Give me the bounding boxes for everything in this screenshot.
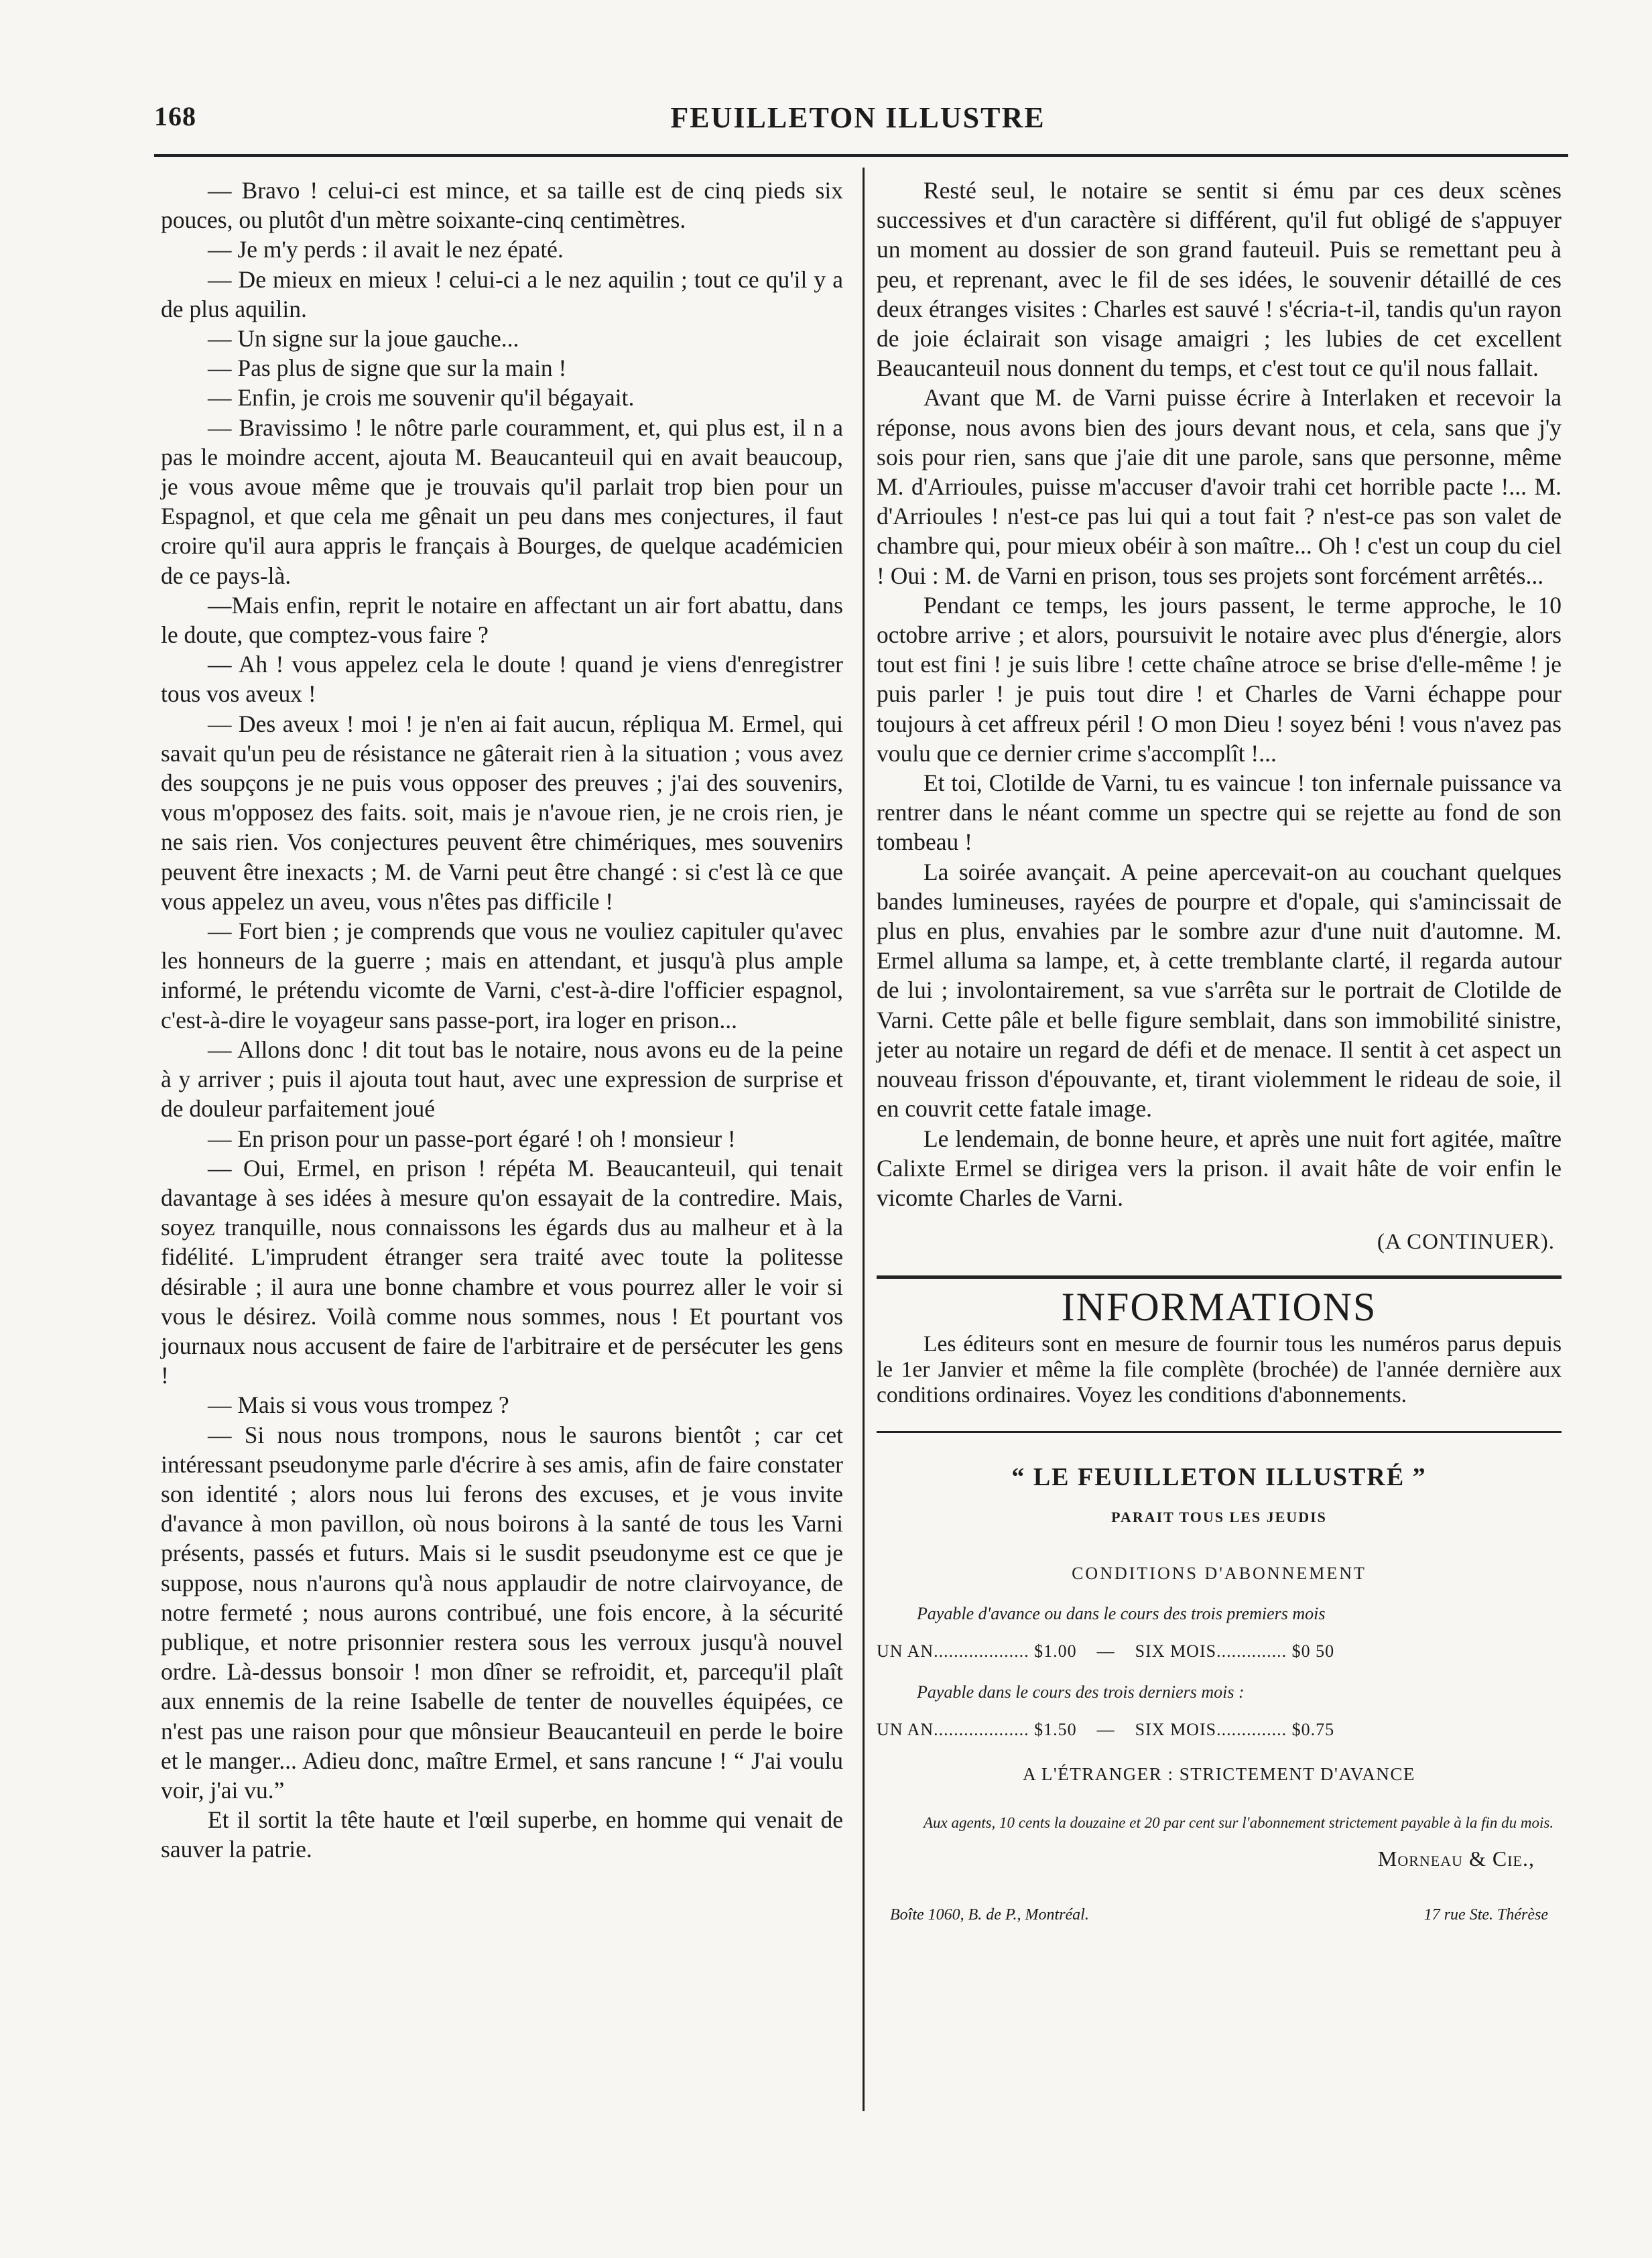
foreign-terms: A L'ÉTRANGER : STRICTEMENT D'AVANCE xyxy=(1023,1763,1415,1784)
right-column-paragraph: Et toi, Clotilde de Varni, tu es vaincue ! ton infernale puissance va rentrer dans le néant comme un spectre qui se rejette au fond de son tombeau ! xyxy=(877,769,1562,856)
left-column-paragraph: — Un signe sur la joue gauche... xyxy=(208,325,519,353)
address-right: 17 rue Ste. Thérèse xyxy=(1423,1906,1548,1924)
subscription-title: “ LE FEUILLETON ILLUSTRÉ ” xyxy=(1011,1462,1427,1491)
six-months-label: SIX MOIS.............. xyxy=(1135,1719,1287,1739)
right-column-paragraph: Avant que M. de Varni puisse écrire à Interlaken et recevoir la réponse, nous avons bien des jours devant nous, et cela, sans que j'y sois pour rien, sans que j'aie dit une parole, sans que personne, même M. d'Arrioules, puisse m'accuser d'avoir trahi cet horrible pacte !... M. d'Arrioules ! n'est-ce pas lui qui a tout fait ? n'est-ce pas son valet de chambre qui, pour mieux obéir à son maître... Oh ! c'est un coup du ciel ! Oui : M. de Varni en prison, tous ses projets sont forcément arrêtés... xyxy=(877,384,1562,589)
right-column-paragraph: Pendant ce temps, les jours passent, le terme approche, le 10 octobre arrive ; et alors, poursuivit le notaire avec plus d'énergie, alors tout est fini ! je suis libre ! cette chaîne atroce se brise d'elle-même ! je puis parler ! je puis tout dire ! et Charles de Varni échappe pour toujours à cet affreux péril ! O mon Dieu ! soyez béni ! vous n'avez pas voulu que ce dernier crime s'accomplît !... xyxy=(877,591,1562,767)
left-column-paragraph: — Ah ! vous appelez cela le doute ! quand je viens d'enregistrer tous vos aveux ! xyxy=(161,651,843,708)
right-column-paragraph: Le lendemain, de bonne heure, et après une nuit fort agitée, maître Calixte Ermel se dirigea vers la prison. il avait hâte de voir enfin le vicomte Charles de Varni. xyxy=(877,1125,1562,1211)
section-divider xyxy=(877,1275,1562,1279)
right-column-paragraph: Resté seul, le notaire se sentit si ému par ces deux scènes successives et d'un caractère si différent, qu'il fut obligé de s'appuyer un moment au dossier de son grand fauteuil. Puis se remettant peu à peu, et reprenant, avec le fil de ses idées, le souvenir détaillé de ces deux étranges visites : Charles est sauvé ! s'écria-t-il, tandis qu'un rayon de joie éclairait son visage amaigri ; les lubies de cet excellent Beaucanteuil nous donnent du temps, et c'est tout ce qu'il nous fallait. xyxy=(877,177,1562,382)
publisher-name: Morneau & Cie., xyxy=(1377,1846,1535,1871)
price-row-late xyxy=(877,1715,1562,1745)
page-header xyxy=(154,101,1562,147)
left-column-paragraph: — Allons donc ! dit tout bas le notaire, nous avons eu de la peine à y arriver ; puis il ajouta tout haut, avec une expression de surprise et de douleur parfaitement joué xyxy=(161,1036,843,1123)
late-note: Payable dans le cours des trois derniers mois : xyxy=(917,1682,1245,1702)
agents-note: Aux agents, 10 cents la douzaine et 20 par cent sur l'abonnement strictement payable à la fin du mois. xyxy=(924,1814,1554,1832)
year-label: UN AN................... xyxy=(877,1719,1029,1739)
left-column-paragraph: — Fort bien ; je comprends que vous ne vouliez capituler qu'avec les honneurs de la guerre ; mais en attendant, et jusqu'à plus ample informé, le prétendu vicomte de Varni, c'est-à-dire l'officier espagnol, c'est-à-dire le voyageur sans passe-port, ira loger en prison... xyxy=(161,918,843,1033)
left-column-paragraph: — Bravo ! celui-ci est mince, et sa taille est de cinq pieds six pouces, ou plutôt d'un mètre soixante-cinq centimètres. xyxy=(161,177,843,234)
page-number: 168 xyxy=(154,101,196,131)
conditions-title: CONDITIONS D'ABONNEMENT xyxy=(1072,1563,1367,1583)
publisher-address xyxy=(877,1900,1562,1930)
row-dash: — xyxy=(1096,1641,1115,1661)
left-column-paragraph: — Oui, Ermel, en prison ! répéta M. Beaucanteuil, qui tenait davantage à ses idées à mesure qu'on essayait de la contredire. Mais, soyez tranquille, nous connaissons les égards dus au malheur et à la fidélité. L'imprudent étranger sera traité avec toute la politesse désirable ; il aura une bonne chambre et vous pourrez aller le voir si vous le désirez. Voilà comme nous sommes, nous ! Et pourtant vos journaux nous accusent de faire de l'arbitraire et de persécuter les gens ! xyxy=(161,1154,843,1389)
column-divider xyxy=(863,168,865,2111)
right-column-text xyxy=(877,176,1562,1212)
address-left: Boîte 1060, B. de P., Montréal. xyxy=(890,1906,1089,1924)
left-column xyxy=(161,176,843,1865)
left-column-paragraph: — Bravissimo ! le nôtre parle couramment, et, qui plus est, il n a pas le moindre accent, ajouta M. Beaucanteuil qui en avait beaucoup, je vous avoue même que je trouvais qu'il parlait trop bien pour un Espagnol, et que cela me gênait un peu dans mes conjectures, il faut croire qu'il aura appris le français à Bourges, de quelque académicien de ce pays-là. xyxy=(161,414,843,589)
price-row-advance xyxy=(877,1637,1562,1666)
left-column-paragraph: — Pas plus de signe que sur la main ! xyxy=(208,355,567,382)
left-column-paragraph: — Je m'y perds : il avait le nez épaté. xyxy=(208,236,564,263)
right-column-paragraph: La soirée avançait. A peine apercevait-on au couchant quelques bandes lumineuses, rayées de pourpre et d'opale, qui s'amincissait de plus en plus, envahies par le sombre azur d'une nuit d'automne. M. Ermel alluma sa lampe, et, à cette tremblante clarté, il regarda autour de lui ; involontairement, sa vue s'arrêta sur le portrait de Clotilde de Varni. Cette pâle et belle figure semblait, dans son immobilité sinistre, jeter au notaire un regard de défi et de menace. Il sentit à cet aspect un nouveau frisson d'épouvante, et, tirant violemment le rideau de soie, il en couvrit cette fatale image. xyxy=(877,858,1562,1123)
year-price: $1.00 xyxy=(1034,1641,1077,1661)
to-continue-note: (A CONTINUER). xyxy=(1377,1230,1555,1255)
left-column-paragraph: — En prison pour un passe-port égaré ! oh ! monsieur ! xyxy=(208,1125,736,1152)
running-title: FEUILLETON ILLUSTRE xyxy=(670,101,1045,134)
left-column-paragraph: — Enfin, je crois me souvenir qu'il bégayait. xyxy=(208,384,635,412)
informations-title: INFORMATIONS xyxy=(1061,1285,1377,1330)
informations-body xyxy=(877,1332,1562,1408)
left-column-paragraph: — Des aveux ! moi ! je n'en ai fait aucun, répliqua M. Ermel, qui savait qu'un peu de résistance ne gâterait rien à la situation ; vous avez des soupçons je ne puis vous opposer des preuves ; j'ai des souvenirs, vous m'opposez des faits. soit, mais je n'avoue rien, je ne crois rien, je ne sais rien. Vos conjectures peuvent être chimériques, mes souvenirs peuvent être inexacts ; M. de Varni peut être changé : si c'est là ce que vous appelez un aveu, vous n'êtes pas difficile ! xyxy=(161,710,843,915)
six-months-price: $0.75 xyxy=(1291,1719,1335,1739)
left-column-paragraph: — Si nous nous trompons, nous le saurons bientôt ; car cet intéressant pseudonyme parle d'écrire à ses amis, afin de faire constater son identité ; alors nous lui ferons des excuses, et je vous invite d'avance à mon pavillon, où nous boirons à la santé de tous les Varni présents, passés et futurs. Mais si le susdit pseudonyme est ce que je suppose, nous n'aurons qu'à nous applaudir de notre clairvoyance, de notre fermeté ; nous aurons contribué, une fois encore, à la sécurité publique, et notre prisonnier restera sous les verroux jusqu'à nouvel ordre. Là-dessus bonsoir ! mon dîner se refroidit, et, parcequ'il plaît aux ennemis de la reine Isabelle de tenter de nouvelles équipées, ce n'est pas une raison pour que mônsieur Beaucanteuil en perde le boire et le manger... Adieu donc, maître Ermel, et sans rancune ! “ J'ai voulu voir, j'ai vu.” xyxy=(161,1421,843,1804)
advance-note: Payable d'avance ou dans le cours des trois premiers mois xyxy=(917,1604,1326,1624)
right-column xyxy=(877,176,1562,1930)
six-months-price: $0 50 xyxy=(1291,1641,1335,1661)
left-column-paragraph: —Mais enfin, reprit le notaire en affectant un air fort abattu, dans le doute, que comptez-vous faire ? xyxy=(161,591,843,649)
year-price: $1.50 xyxy=(1034,1719,1077,1739)
left-column-paragraph: — De mieux en mieux ! celui-ci a le nez aquilin ; tout ce qu'il y a de plus aquilin. xyxy=(161,265,843,322)
subscription-box xyxy=(877,1462,1562,1930)
header-rule xyxy=(154,154,1568,157)
left-column-paragraph: — Mais si vous vous trompez ? xyxy=(208,1391,509,1419)
subscription-subtitle: PARAIT TOUS LES JEUDIS xyxy=(1111,1508,1327,1525)
section-divider xyxy=(877,1431,1562,1433)
informations-text: Les éditeurs sont en mesure de fournir tous les numéros parus depuis le 1er Janvier et même la file complète (brochée) de l'année dernière aux conditions ordinaires. Voyez les conditions d'abonnements. xyxy=(877,1331,1562,1407)
left-column-paragraph: Et il sortit la tête haute et l'œil superbe, en homme qui venait de sauver la patrie. xyxy=(161,1806,843,1863)
row-dash: — xyxy=(1096,1719,1115,1739)
year-label: UN AN................... xyxy=(877,1641,1029,1661)
six-months-label: SIX MOIS.............. xyxy=(1135,1641,1287,1661)
